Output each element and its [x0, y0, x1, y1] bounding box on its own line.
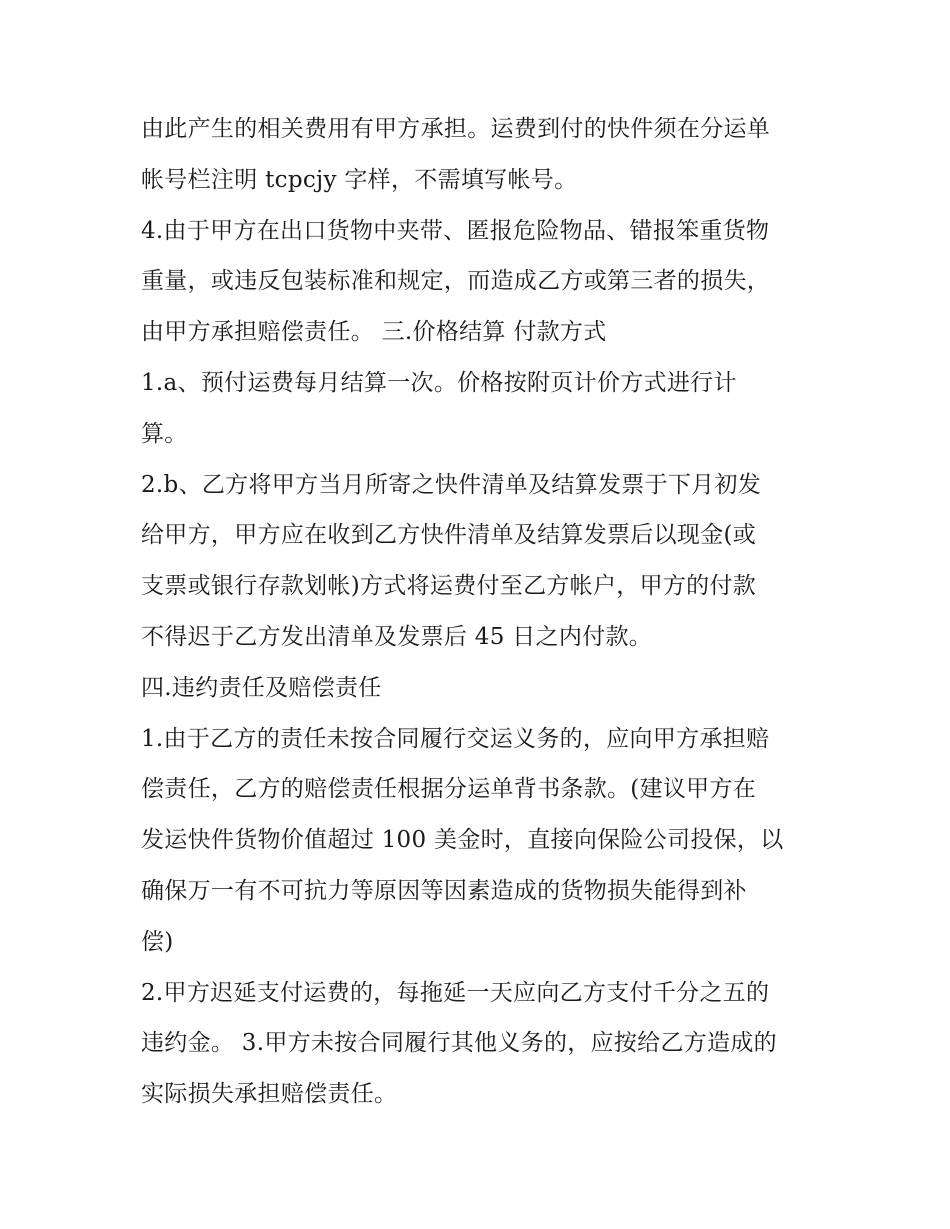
text-line: 由此产生的相关费用有甲方承担。运费到付的快件须在分运单 [141, 116, 771, 142]
text-line: 2.b、乙方将甲方当月所寄之快件清单及结算发票于下月初发 [141, 471, 762, 498]
text-line: 算。 [141, 420, 188, 447]
text-line: 重量，或违反包装标准和规定，而造成乙方或第三者的损失， [141, 268, 771, 295]
text-line: 偿) [141, 928, 174, 955]
text-line: 偿责任，乙方的赔偿责任根据分运单背书条款。(建议甲方在 [141, 776, 757, 803]
text-line: 1.a、预付运费每月结算一次。价格按附页计价方式进行计 [141, 369, 737, 396]
text-line: 违约金。 3.甲方未按合同履行其他义务的，应按给乙方造成的 [141, 1030, 777, 1057]
section-heading: 四.违约责任及赔偿责任 [141, 674, 382, 701]
document-body [141, 104, 821, 1120]
text-line: 确保万一有不可抗力等原因等因素造成的货物损失能得到补 [141, 877, 747, 904]
text-line: 由甲方承担赔偿责任。 三.价格结算 付款方式 [141, 319, 607, 346]
text-line: 给甲方，甲方应在收到乙方快件清单及结算发票后以现金(或 [141, 522, 757, 549]
text-line: 发运快件货物价值超过 100 美金时，直接向保险公司投保，以 [141, 827, 784, 854]
text-line: 2.甲方迟延支付运费的，每拖延一天应向乙方支付千分之五的 [141, 979, 770, 1006]
text-line: 帐号栏注明 tcpcjy 字样，不需填写帐号。 [141, 166, 578, 193]
text-line: 支票或银行存款划帐)方式将运费付至乙方帐户，甲方的付款 [141, 573, 757, 600]
text-line: 1.由于乙方的责任未按合同履行交运义务的，应向甲方承担赔 [141, 725, 770, 752]
text-line: 4.由于甲方在出口货物中夹带、匿报危险物品、错报笨重货物 [141, 217, 770, 244]
text-line: 不得迟于乙方发出清单及发票后 45 日之内付款。 [141, 623, 653, 650]
text-line: 实际损失承担赔偿责任。 [141, 1081, 398, 1108]
